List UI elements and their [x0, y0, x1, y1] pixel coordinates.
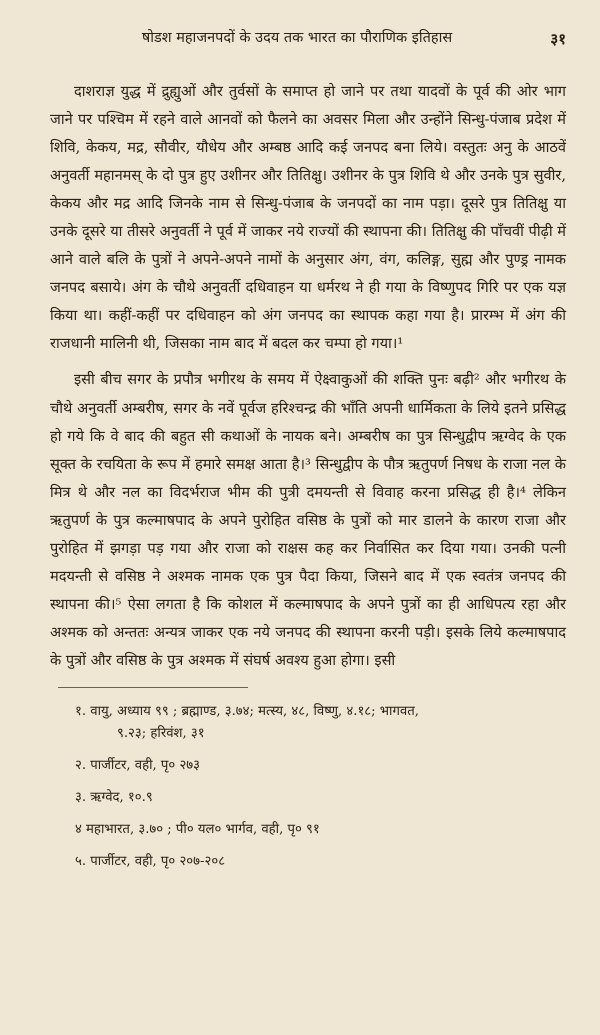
- page-header: [50, 30, 566, 60]
- footnotes-list: [50, 701, 566, 873]
- footnote-line: २. पार्जीटर, वही, पृ० २७३: [75, 757, 201, 773]
- running-title: षोडश महाजनपदों के उदय तक भारत का पौराणिक इतिहास: [141, 30, 453, 46]
- footnote-line: ३. ऋग्वेद, १०.९: [75, 789, 153, 805]
- footnote-line: १. वायु, अध्याय ९९ ; ब्रह्माण्ड, ३.७४; मत्स्य, ४८, विष्णु, ४.१८; भागवत,: [75, 703, 419, 719]
- footnote-item: [75, 819, 566, 841]
- page-number: ३१: [550, 30, 566, 48]
- footnote-item: [75, 701, 566, 745]
- footnote-line: ४ महाभारत, ३.७० ; पी० यल० भार्गव, वही, पृ० ९१: [75, 821, 320, 837]
- footnote-item: [75, 755, 566, 777]
- footnote-line: ९.२३; हरिवंश, ३१: [117, 725, 205, 741]
- footnote-item: [75, 787, 566, 809]
- main-text: [50, 78, 566, 675]
- footnote-line: ५. पार्जीटर, वही, पृ० २०७-२०८: [75, 853, 226, 869]
- paragraph: दाशराज्ञ युद्ध में द्रुह्युओं और तुर्वसों के समाप्त हो जाने पर तथा यादवों के पूर्व की ओर भाग जाने पर पश्चिम में रहने वाले आनवों को फैलने का अवसर मिला और उन्होंने सिन्धु-पंजाब प्रदेश में शिवि, केकय, मद्र, सौवीर, यौधेय और अम्बष्ठ आदि कई जनपद बना लिये। वस्तुतः अनु के आठवें अनुवर्ती महानमस् के दो पुत्र हुए उशीनर और तितिक्षु। उशीनर के पुत्र शिवि थे और उनके पुत्र सुवीर, केकय और मद्र आदि जिनके नाम से सिन्धु-पंजाब के जनपदों का नाम पड़ा। दूसरे पुत्र तितिक्षु या उनके दूसरे या तीसरे अनुवर्ती ने पूर्व में जाकर नये राज्यों की स्थापना की। तितिक्षु की पाँचवीं पीढ़ी में आने वाले बलि के पुत्रों ने अपने-अपने नामों के अनुसार अंग, वंग, कलिङ्ग, सुह्म और पुण्ड्र नामक जनपद बसाये। अंग के चौथे अनुवर्ती दधिवाहन या धर्मरथ ने ही गया के विष्णुपद गिरि पर एक यज्ञ किया था। कहीं-कहीं पर दधिवाहन को अंग जनपद का स्थापक कहा गया है। प्रारम्भ में अंग की राजधानी मालिनी थी, जिसका नाम बाद में बदल कर चम्पा हो गया।¹: [50, 83, 566, 353]
- footnote-separator: [58, 687, 248, 688]
- paragraph: इसी बीच सगर के प्रपौत्र भगीरथ के समय में ऐक्ष्वाकुओं की शक्ति पुनः बढ़ी² और भगीरथ के चौथे अनुवर्ती अम्बरीष, सगर के नवें पूर्वज हरिश्चन्द्र की भाँति अपनी धार्मिकता के लिये इतने प्रसिद्ध हो गये कि वे बाद की बहुत सी कथाओं के नायक बने। अम्बरीष का पुत्र सिन्धुद्वीप ऋग्वेद के एक सूक्त के रचयिता के रूप में हमारे समक्ष आता है।³ सिन्धुद्वीप के पौत्र ऋतुपर्ण निषध के राजा नल के मित्र थे और नल का विदर्भराज भीम की पुत्री दमयन्ती से विवाह करना प्रसिद्ध ही है।⁴ लेकिन ऋतुपर्ण के पुत्र कल्माषपाद के अपने पुरोहित वसिष्ठ के पुत्रों को मार डालने के कारण राजा और पुरोहित में झगड़ा पड़ गया और राजा को राक्षस कह कर निर्वासित कर दिया गया। उनकी पत्नी मदयन्ती से वसिष्ठ ने अश्मक नामक एक पुत्र पैदा किया, जिसने बाद में एक स्वतंत्र जनपद की स्थापना की।⁵ ऐसा लगता है कि कोशल में कल्माषपाद के अपने पुत्रों का ही आधिपत्य रहा और अश्मक को अन्ततः अन्यत्र जाकर एक नये जनपद की स्थापना करनी पड़ी। इसके लिये कल्माषपाद के पुत्रों और वसिष्ठ के पुत्र अश्मक में संघर्ष अवश्य हुआ होगा। इसी: [50, 371, 566, 669]
- footnote-item: [75, 851, 566, 873]
